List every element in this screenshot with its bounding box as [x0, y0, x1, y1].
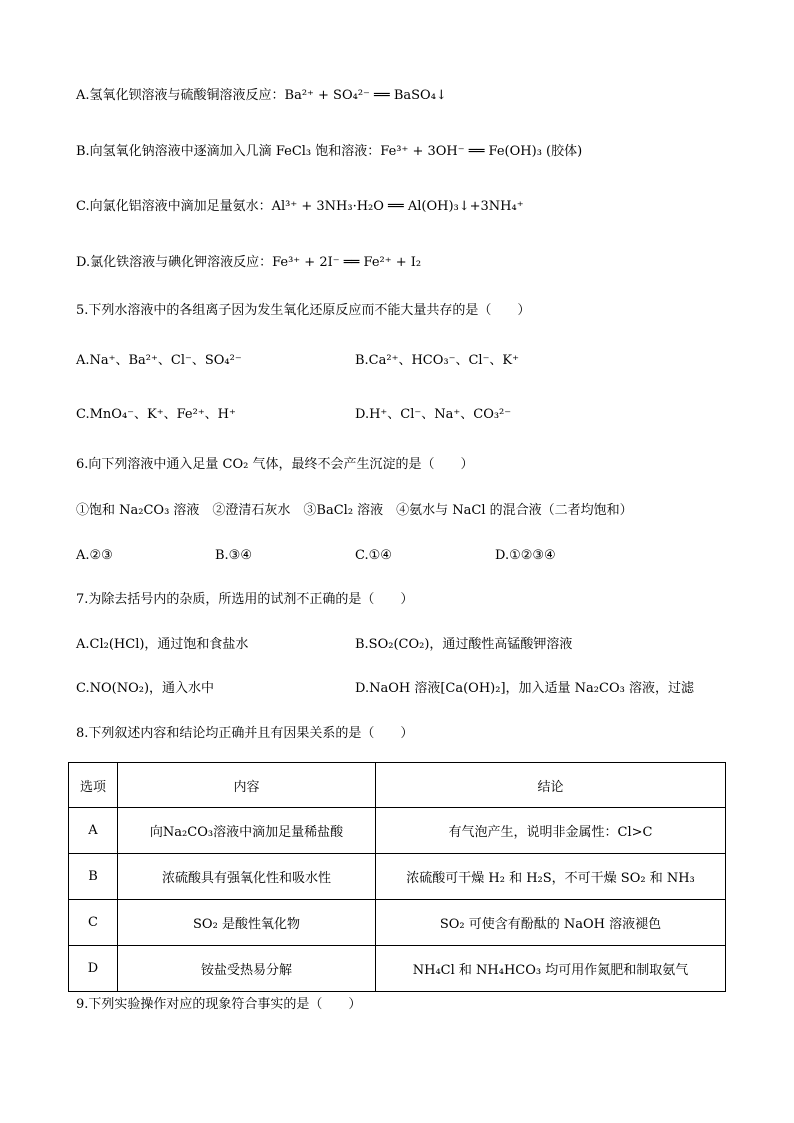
q7-option-a: A.Cl₂(HCl)，通过饱和食盐水	[76, 637, 249, 652]
q6-items: ①饱和 Na₂CO₃ 溶液 ②澄清石灰水 ③BaCl₂ 溶液 ④氨水与 NaCl 的混合液（二者均饱和）	[76, 503, 633, 518]
q6-option-a: A.②③	[76, 548, 113, 563]
option-c: C.向氯化铝溶液中滴加足量氨水：Al³⁺ + 3NH₃·H₂O ══ Al(OH)₃↓+3NH₄⁺	[76, 199, 524, 214]
table-header-row	[69, 763, 726, 808]
question-8-stem: 8.下列叙述内容和结论均正确并且有因果关系的是（ ）	[76, 726, 414, 741]
option-a: A.氢氧化钡溶液与硫酸铜溶液反应：Ba²⁺ + SO₄²⁻ ══ BaSO₄↓	[76, 88, 447, 103]
option-b: B.向氢氧化钠溶液中逐滴加入几滴 FeCl₃ 饱和溶液：Fe³⁺ + 3OH⁻ ══ Fe(OH)₃ (胶体)	[76, 144, 583, 159]
q5-option-b: B.Ca²⁺、HCO₃⁻、Cl⁻、K⁺	[355, 353, 520, 368]
table-row	[69, 946, 726, 992]
row-conclusion: SO₂ 可使含有酚酞的 NaOH 溶液褪色	[376, 900, 726, 946]
table-row	[69, 900, 726, 946]
row-content: 浓硫酸具有强氧化性和吸水性	[118, 854, 376, 900]
option-d: D.氯化铁溶液与碘化钾溶液反应：Fe³⁺ + 2I⁻ ══ Fe²⁺ + I₂	[76, 255, 422, 270]
q7-option-c: C.NO(NO₂)，通入水中	[76, 681, 215, 696]
header-conclusion: 结论	[376, 763, 726, 808]
question-7-stem: 7.为除去括号内的杂质，所选用的试剂不正确的是（ ）	[76, 592, 414, 607]
q7-option-b: B.SO₂(CO₂)，通过酸性高锰酸钾溶液	[355, 637, 573, 652]
row-content: 铵盐受热易分解	[118, 946, 376, 992]
question-9-stem: 9.下列实验操作对应的现象符合事实的是（ ）	[76, 997, 362, 1012]
row-label: A	[69, 808, 118, 854]
row-label: D	[69, 946, 118, 992]
q6-option-c: C.①④	[355, 548, 392, 563]
table-row	[69, 854, 726, 900]
q7-option-d: D.NaOH 溶液[Ca(OH)₂]，加入适量 Na₂CO₃ 溶液，过滤	[355, 681, 694, 696]
table-row	[69, 808, 726, 854]
row-conclusion: NH₄Cl 和 NH₄HCO₃ 均可用作氮肥和制取氨气	[376, 946, 726, 992]
q8-table	[68, 762, 726, 992]
question-5-stem: 5.下列水溶液中的各组离子因为发生氧化还原反应而不能大量共存的是（ ）	[76, 303, 531, 318]
row-content: SO₂ 是酸性氧化物	[118, 900, 376, 946]
row-conclusion: 浓硫酸可干燥 H₂ 和 H₂S，不可干燥 SO₂ 和 NH₃	[376, 854, 726, 900]
row-label: C	[69, 900, 118, 946]
row-content: 向Na₂CO₃溶液中滴加足量稀盐酸	[118, 808, 376, 854]
q5-option-a: A.Na⁺、Ba²⁺、Cl⁻、SO₄²⁻	[76, 353, 242, 368]
header-content: 内容	[118, 763, 376, 808]
header-option: 选项	[69, 763, 118, 808]
question-6-stem: 6.向下列溶液中通入足量 CO₂ 气体，最终不会产生沉淀的是（ ）	[76, 457, 474, 472]
row-conclusion: 有气泡产生，说明非金属性：Cl>C	[376, 808, 726, 854]
q6-option-b: B.③④	[215, 548, 252, 563]
q5-option-c: C.MnO₄⁻、K⁺、Fe²⁺、H⁺	[76, 407, 236, 422]
q5-option-d: D.H⁺、Cl⁻、Na⁺、CO₃²⁻	[355, 407, 512, 422]
row-label: B	[69, 854, 118, 900]
q6-option-d: D.①②③④	[495, 548, 556, 563]
